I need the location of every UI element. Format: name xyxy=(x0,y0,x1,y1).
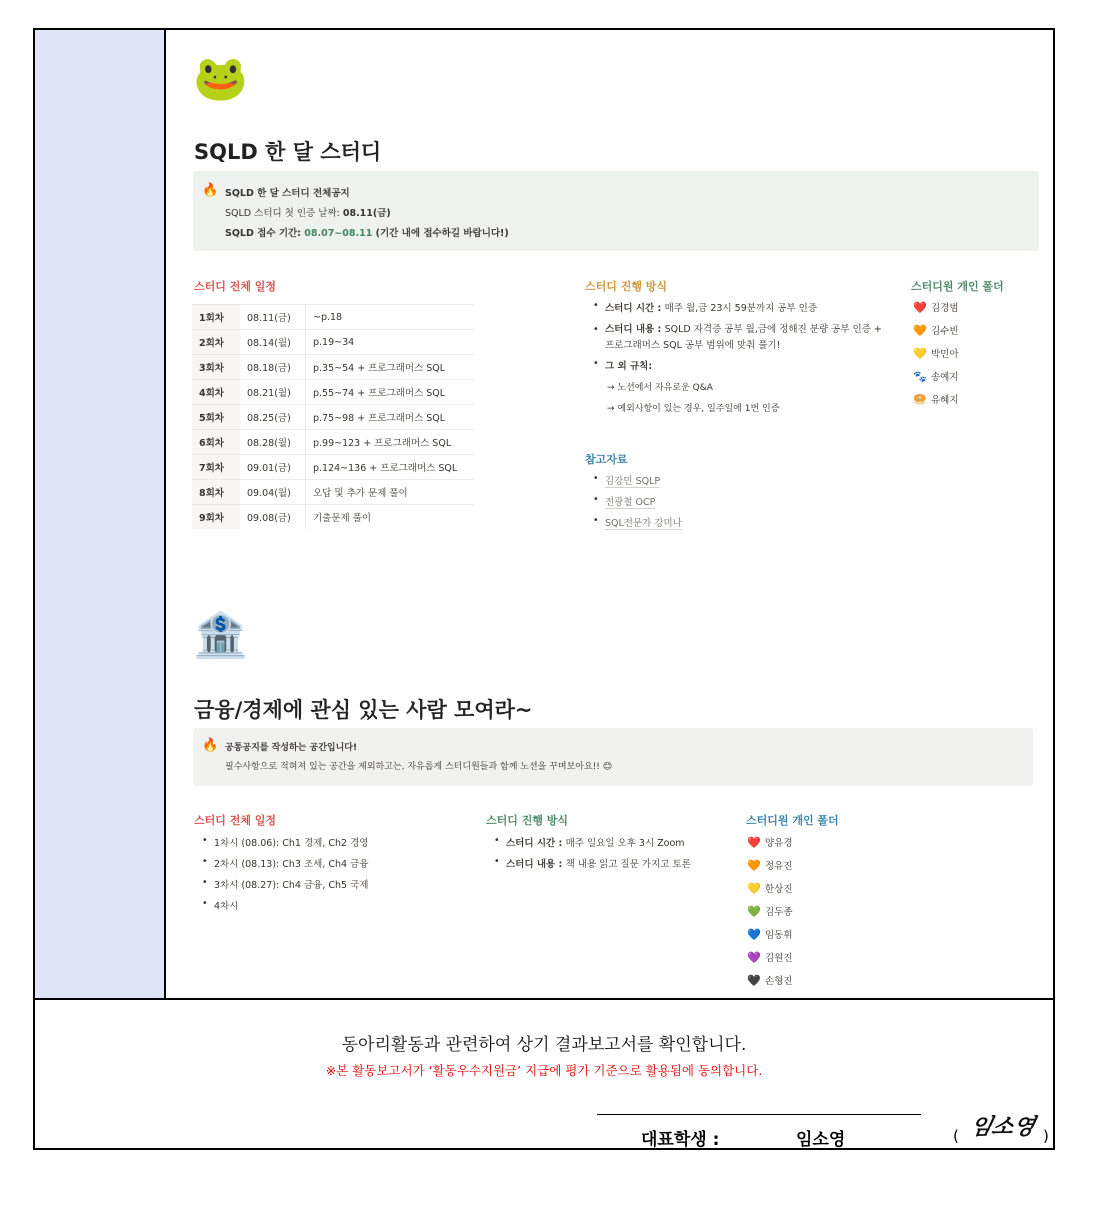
study1-refs-heading: 참고자료 xyxy=(585,453,628,466)
member-folder[interactable] xyxy=(913,392,959,415)
member-folder[interactable] xyxy=(747,881,793,904)
member-icon: ❤️ xyxy=(747,836,761,849)
study2-method-heading: 스터디 진행 방식 xyxy=(486,814,569,827)
member-icon: ❤️ xyxy=(913,301,927,314)
member-folder[interactable] xyxy=(747,950,793,973)
schedule-round: 7회차 xyxy=(192,455,240,480)
member-icon: 💙 xyxy=(747,928,761,941)
consent-statement: ※본 활동보고서가 ‘활동우수지원금’ 지급에 평가 기준으로 활용됨에 동의합니다. xyxy=(325,1063,763,1078)
schedule-round: 6회차 xyxy=(192,430,240,455)
callout2-line2: 필수사항으로 적혀져 있는 공간을 제외하고는, 자유롭게 스터디원들과 함께 노션을 꾸며보아요!! 😊 xyxy=(225,762,613,772)
callout-line1: SQLD 한 달 스터디 전체공지 xyxy=(225,188,350,199)
study2-method-list xyxy=(494,835,691,877)
method2-content xyxy=(494,856,691,877)
member-name[interactable]: 김원진 xyxy=(765,953,793,964)
schedule-item: • 4차시 xyxy=(202,898,368,919)
study1-members-list xyxy=(913,300,959,415)
member-folder[interactable] xyxy=(913,346,959,369)
member-icon: 💚 xyxy=(747,905,761,918)
apply-period-label: SQLD 접수 기간: xyxy=(225,228,305,239)
member-name[interactable]: 박민아 xyxy=(931,349,959,360)
method2-time-label: 스터디 시간 : xyxy=(506,838,566,849)
method-time xyxy=(593,300,893,322)
study1-callout xyxy=(193,171,1039,251)
schedule-date: 08.28(월) xyxy=(240,430,306,455)
schedule-row xyxy=(192,355,474,380)
schedule-item: • 3차시 (08.27): Ch4 금융, Ch5 국제 xyxy=(202,877,368,898)
member-name[interactable]: 송예지 xyxy=(931,372,959,383)
schedule-content: 오답 및 추가 문제 풀이 xyxy=(306,480,475,505)
method2-time xyxy=(494,835,691,856)
study1-refs-list xyxy=(593,473,682,536)
schedule-round: 5회차 xyxy=(192,405,240,430)
schedule-round: 1회차 xyxy=(192,305,240,330)
member-name[interactable]: 김두종 xyxy=(765,907,793,918)
apply-period-value: 08.07~08.11 xyxy=(304,228,373,239)
signature-image: 임소영 xyxy=(967,1115,1037,1140)
member-folder[interactable] xyxy=(913,300,959,323)
member-name[interactable]: 김수빈 xyxy=(931,326,959,337)
schedule-date: 08.11(금) xyxy=(240,305,306,330)
study1-schedule-table xyxy=(192,304,474,529)
study1-title: SQLD 한 달 스터디 xyxy=(194,140,382,164)
rep-label: 대표학생 : xyxy=(641,1130,720,1150)
schedule-content: p.35~54 + 프로그래머스 SQL xyxy=(306,355,475,380)
method-rules-label: 그 외 규칙: xyxy=(605,361,653,372)
schedule-row xyxy=(192,305,474,330)
member-folder[interactable] xyxy=(747,835,793,858)
schedule-date: 09.08(금) xyxy=(240,505,306,530)
confirm-statement: 동아리활동과 관련하여 상기 결과보고서를 확인합니다. xyxy=(341,1035,747,1055)
schedule-row xyxy=(192,430,474,455)
member-folder[interactable] xyxy=(747,858,793,881)
member-icon: 💛 xyxy=(913,347,927,360)
schedule-round: 8회차 xyxy=(192,480,240,505)
member-icon: 💛 xyxy=(747,882,761,895)
callout-line2 xyxy=(225,205,391,219)
schedule-date: 08.18(금) xyxy=(240,355,306,380)
member-folder[interactable] xyxy=(747,904,793,927)
schedule-date: 08.14(월) xyxy=(240,330,306,355)
study2-members-list xyxy=(747,835,793,996)
schedule-content: p.75~98 + 프로그래머스 SQL xyxy=(306,405,475,430)
schedule-item: • 1차시 (08.06): Ch1 경제, Ch2 경영 xyxy=(202,835,368,856)
paren-open: ( xyxy=(953,1127,959,1145)
rep-name: 임소영 xyxy=(796,1130,846,1150)
rule-2: → 예외사항이 있는 경우, 일주일에 1번 인증 xyxy=(607,404,780,414)
member-name[interactable]: 손형진 xyxy=(765,976,793,987)
fire-icon: 🔥 xyxy=(202,738,219,753)
method2-content-label: 스터디 내용 : xyxy=(506,859,566,870)
schedule-row xyxy=(192,480,474,505)
member-icon: 🧡 xyxy=(747,859,761,872)
schedule-date: 09.01(금) xyxy=(240,455,306,480)
left-label-column xyxy=(35,30,166,998)
member-icon: 🧡 xyxy=(913,324,927,337)
schedule-round: 4회차 xyxy=(192,380,240,405)
paren-close: ) xyxy=(1043,1127,1049,1145)
member-folder[interactable] xyxy=(747,973,793,996)
member-icon: 🥯 xyxy=(913,393,927,406)
ref-link[interactable]: 김강민 SQLP xyxy=(605,476,661,487)
study1-schedule-heading: 스터디 전체 일정 xyxy=(194,280,277,293)
study2-callout xyxy=(193,728,1033,786)
method-time-label: 스터디 시간 : xyxy=(605,303,665,314)
callout-line3 xyxy=(225,225,509,239)
schedule-content: p.55~74 + 프로그래머스 SQL xyxy=(306,380,475,405)
first-cert-label: SQLD 스터디 첫 인증 날짜: xyxy=(225,208,343,219)
member-icon: 🐾 xyxy=(913,370,927,383)
study2-schedule-list xyxy=(202,835,368,919)
schedule-row xyxy=(192,405,474,430)
method-time-value: 매주 월,금 23시 59분까지 공부 인증 xyxy=(664,303,818,314)
member-name[interactable]: 양유경 xyxy=(765,838,793,849)
member-icon: 💜 xyxy=(747,951,761,964)
schedule-round: 2회차 xyxy=(192,330,240,355)
schedule-round: 3회차 xyxy=(192,355,240,380)
ref-item[interactable] xyxy=(593,515,682,536)
study2-members-heading: 스터디원 개인 폴더 xyxy=(746,814,839,827)
rule-1: → 노션에서 자유로운 Q&A xyxy=(607,383,713,393)
method2-content-value: 책 내용 읽고 질문 가지고 토론 xyxy=(565,859,691,870)
member-name[interactable]: 임동휘 xyxy=(765,930,793,941)
bank-emoji-icon: 🏦 xyxy=(193,610,248,661)
ref-link[interactable]: SQL전문가 강미나 xyxy=(605,518,682,529)
schedule-content: p.99~123 + 프로그래머스 SQL xyxy=(306,430,475,455)
member-icon: 🖤 xyxy=(747,974,761,987)
first-cert-date: 08.11(금) xyxy=(342,208,391,219)
ref-link[interactable]: 전광철 OCP xyxy=(605,497,656,508)
apply-period-note: (기간 내에 접수하길 바랍니다!) xyxy=(372,228,509,239)
activity-content xyxy=(166,30,1053,998)
method-content-value1: SQLD 자격증 공부 월,금에 정해진 분량 공부 인증 + xyxy=(664,324,882,335)
report-frame xyxy=(33,28,1055,1150)
schedule-item: • 2차시 (08.13): Ch3 조세, Ch4 금융 xyxy=(202,856,368,877)
ref-item[interactable] xyxy=(593,473,682,494)
member-folder[interactable] xyxy=(747,927,793,950)
member-name[interactable]: 김경범 xyxy=(931,303,959,314)
schedule-date: 08.21(월) xyxy=(240,380,306,405)
method-rules xyxy=(593,358,893,380)
callout2-line1: 공통공지를 작성하는 공간입니다! xyxy=(225,743,358,753)
signature-underline xyxy=(597,1114,921,1115)
member-folder[interactable] xyxy=(913,369,959,392)
schedule-row xyxy=(192,380,474,405)
schedule-row xyxy=(192,505,474,530)
study1-method-list xyxy=(593,300,893,414)
study2-schedule-heading: 스터디 전체 일정 xyxy=(194,814,277,827)
fire-icon: 🔥 xyxy=(202,183,219,198)
method-content xyxy=(593,322,893,358)
schedule-content: ~p.18 xyxy=(306,305,475,330)
study2-title: 금융/경제에 관심 있는 사람 모여라~ xyxy=(194,698,533,722)
schedule-content: p.124~136 + 프로그래머스 SQL xyxy=(306,455,475,480)
schedule-row xyxy=(192,455,474,480)
study1-method-heading: 스터디 진행 방식 xyxy=(585,280,668,293)
frog-emoji-icon: 🐸 xyxy=(193,53,248,104)
schedule-date: 08.25(금) xyxy=(240,405,306,430)
schedule-row xyxy=(192,330,474,355)
divider-line xyxy=(35,998,1053,1000)
schedule-content: p.19~34 xyxy=(306,330,475,355)
method2-time-value: 매주 일요일 오후 3시 Zoom xyxy=(565,838,685,849)
method-content-label: 스터디 내용 : xyxy=(605,324,665,335)
ref-item[interactable] xyxy=(593,494,682,515)
study1-members-heading: 스터디원 개인 폴더 xyxy=(911,280,1004,293)
member-folder[interactable] xyxy=(913,323,959,346)
member-name[interactable]: 정유진 xyxy=(765,861,793,872)
schedule-round: 9회차 xyxy=(192,505,240,530)
member-name[interactable]: 유혜지 xyxy=(931,395,959,406)
schedule-content: 기출문제 풀이 xyxy=(306,505,475,530)
member-name[interactable]: 한상진 xyxy=(765,884,793,895)
method-content-value2: 프로그래머스 SQL 공부 범위에 맞춰 풀기! xyxy=(605,340,781,351)
schedule-date: 09.04(월) xyxy=(240,480,306,505)
